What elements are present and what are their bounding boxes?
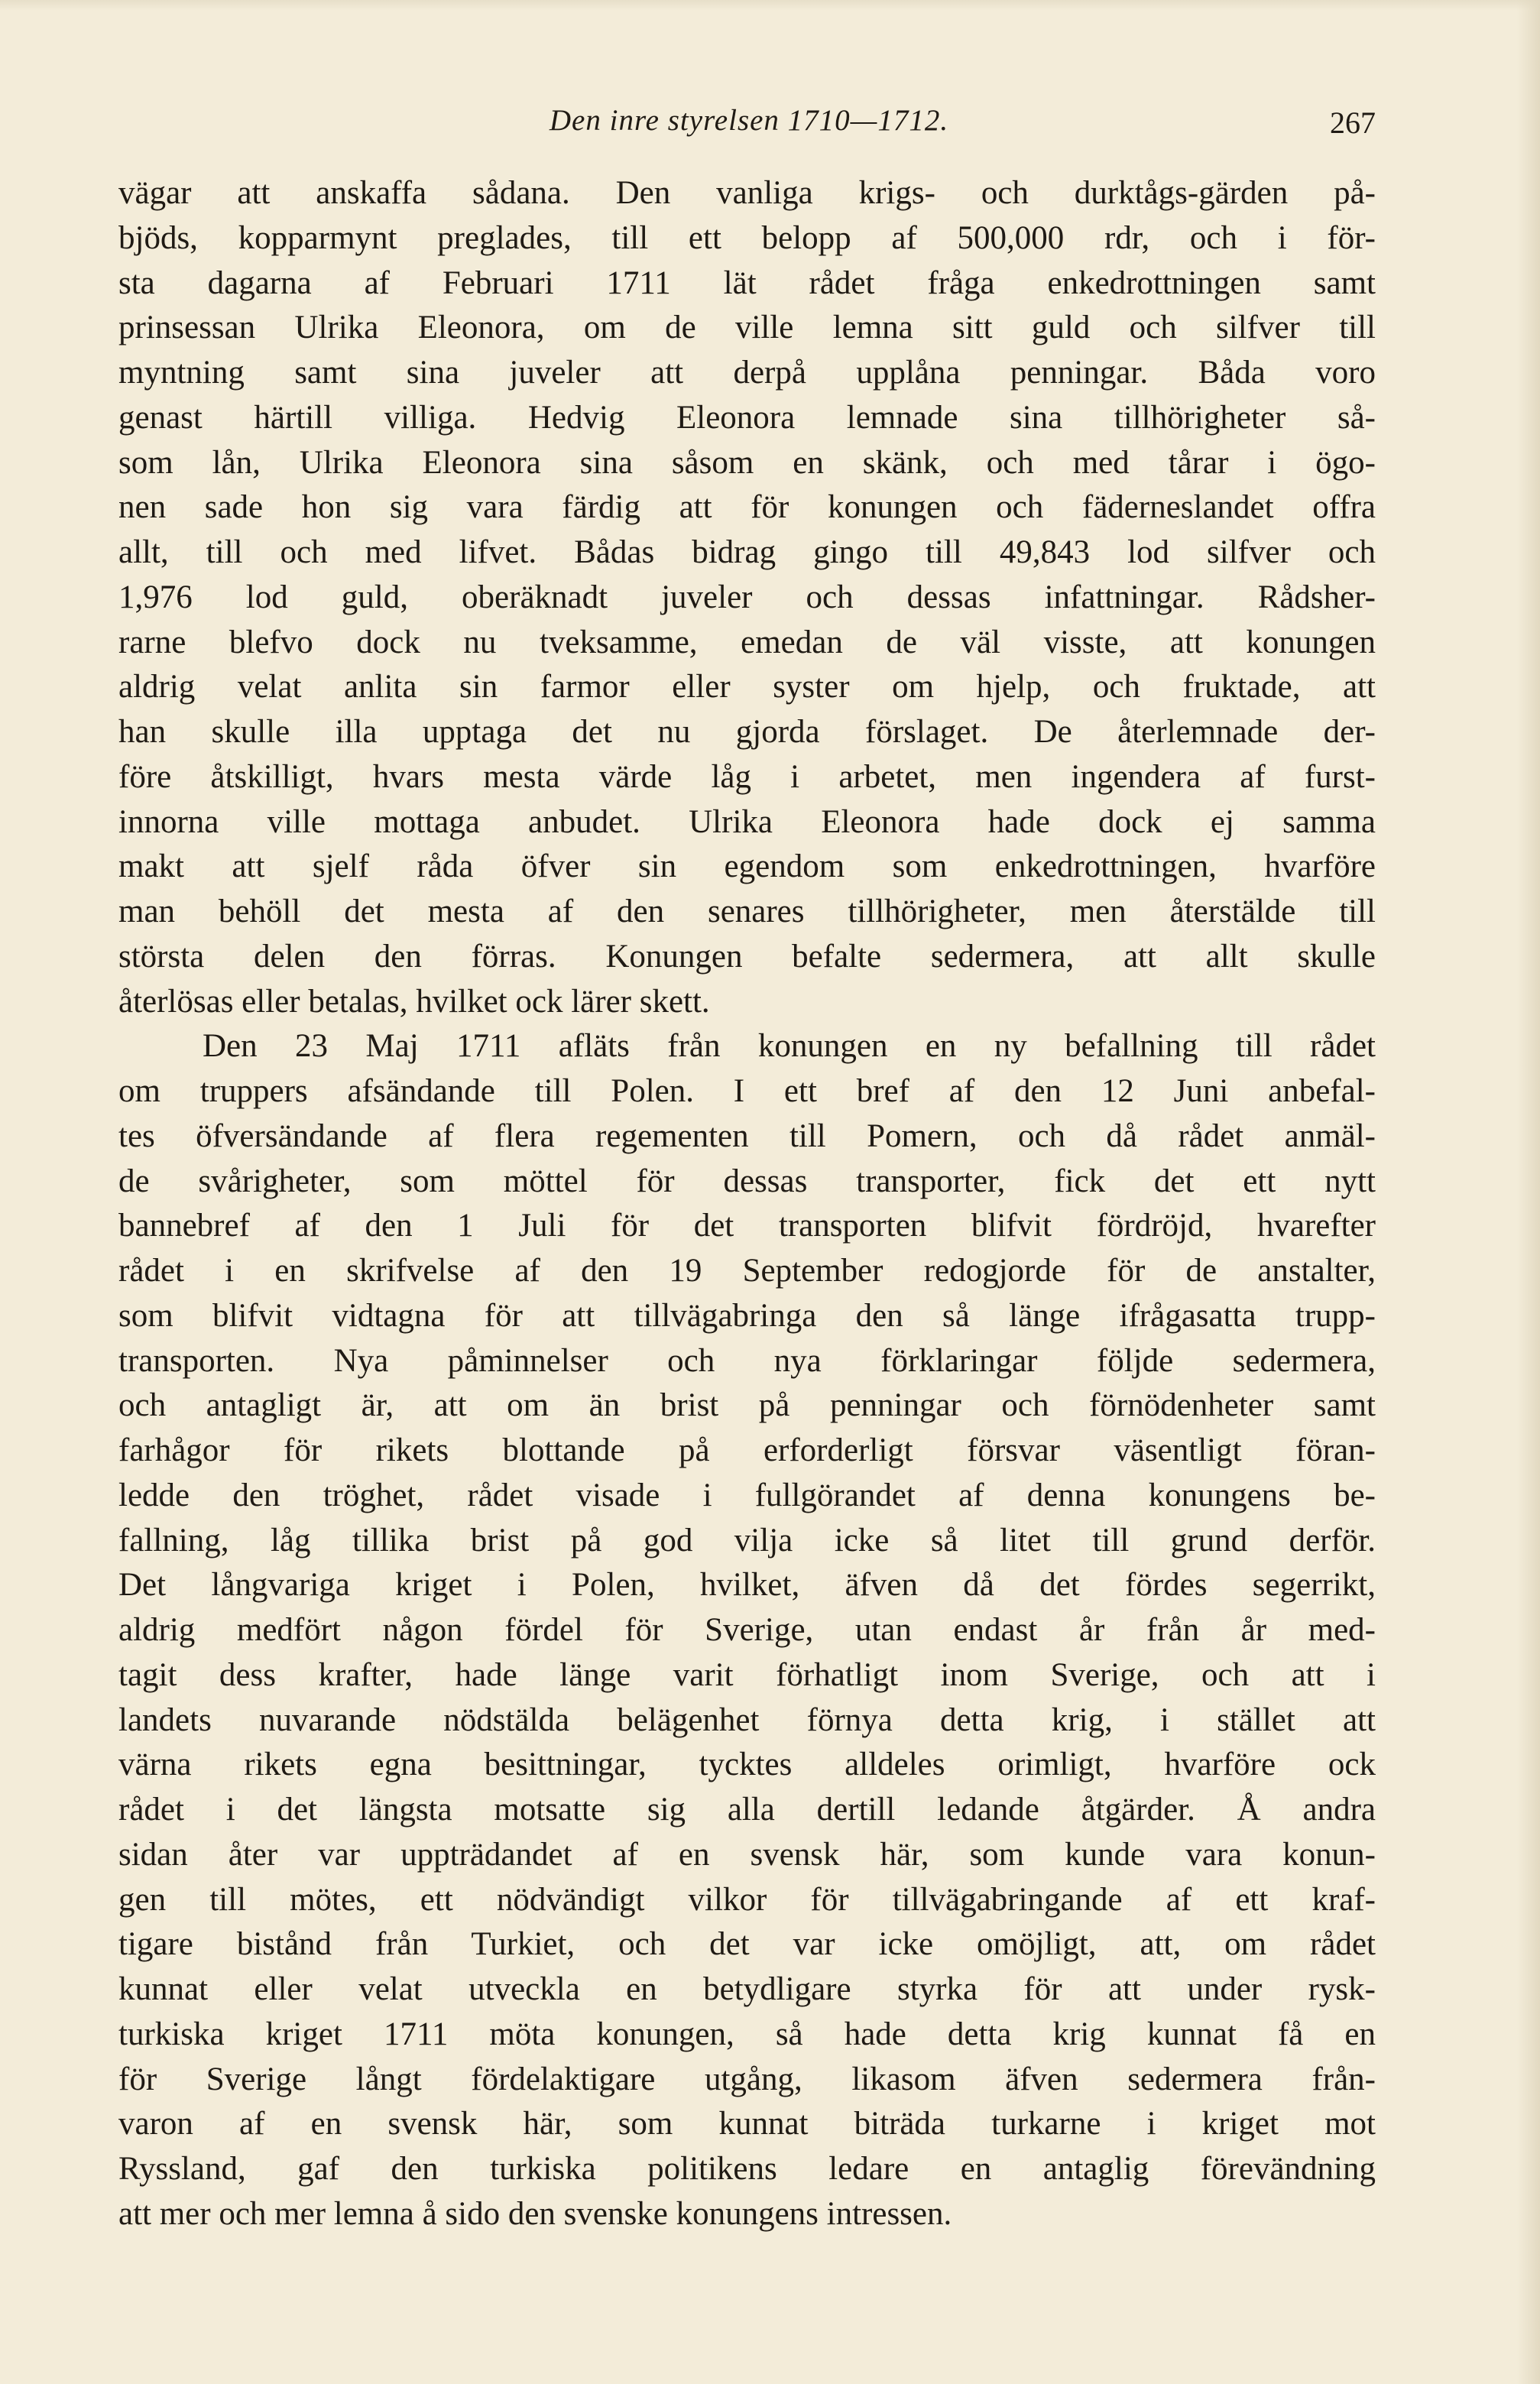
body-text bbox=[118, 171, 1376, 2237]
text-line: aldrig medfört någon fördel för Sverige, utan endast år från år med- bbox=[118, 1612, 1376, 1648]
text-line: rarne blefvo dock nu tveksamme, emedan de väl visste, att konungen bbox=[118, 624, 1376, 660]
text-line: fallning, låg tillika brist på god vilja icke så litet till grund derför. bbox=[118, 1522, 1376, 1559]
text-line: landets nuvarande nödstälda belägenhet förnya detta krig, i stället att bbox=[118, 1701, 1376, 1738]
text-line: för Sverige långt fördelaktigare utgång, likasom äfven sedermera från- bbox=[118, 2061, 1376, 2097]
text-line: värna rikets egna besittningar, tycktes alldeles orimligt, hvarföre ock bbox=[118, 1747, 1376, 1783]
text-line: tagit dess krafter, hade länge varit förhatligt inom Sverige, och att i bbox=[118, 1656, 1376, 1693]
text-line: genast härtill villiga. Hedvig Eleonora lemnade sina tillhörigheter så- bbox=[118, 399, 1376, 436]
page-shadow-right bbox=[1517, 0, 1540, 2384]
text-line: transporten. Nya påminnelser och nya förklaringar följde sedermera, bbox=[118, 1342, 1376, 1379]
text-line: före åtskilligt, hvars mesta värde låg i arbetet, men ingendera af furst- bbox=[118, 758, 1376, 795]
text-line: tigare bistånd från Turkiet, och det var icke omöjligt, att, om rådet bbox=[118, 1926, 1376, 1963]
text-line: prinsessan Ulrika Eleonora, om de ville lemna sitt guld och silfver till bbox=[118, 310, 1376, 346]
text-line: farhågor för rikets blottande på erforderligt försvar väsentligt föran- bbox=[118, 1432, 1376, 1468]
text-line: nen sade hon sig vara färdig att för konungen och fäderneslandet offra bbox=[118, 489, 1376, 526]
page-shadow-top bbox=[0, 0, 1540, 11]
page-number: 267 bbox=[1330, 105, 1376, 140]
text-line: bannebref af den 1 Juli för det transporten blifvit fördröjd, hvarefter bbox=[118, 1208, 1376, 1244]
text-line: rådet i det längsta motsatte sig alla dertill ledande åtgärder. Å andra bbox=[118, 1792, 1376, 1828]
text-line: innorna ville mottaga anbudet. Ulrika Eleonora hade dock ej samma bbox=[118, 803, 1376, 840]
text-line: aldrig velat anlita sin farmor eller syster om hjelp, och fruktade, att bbox=[118, 669, 1376, 705]
text-line: som blifvit vidtagna för att tillvägabringa den så länge ifrågasatta trupp- bbox=[118, 1297, 1376, 1334]
text-line: myntning samt sina juveler att derpå upplåna penningar. Båda voro bbox=[118, 355, 1376, 391]
text-line: han skulle illa upptaga det nu gjorda förslaget. De återlemnade der- bbox=[118, 714, 1376, 750]
text-line: Det långvariga kriget i Polen, hvilket, äfven då det fördes segerrikt, bbox=[118, 1567, 1376, 1604]
text-line: bjöds, kopparmynt preglades, till ett belopp af 500,000 rdr, och i för- bbox=[118, 219, 1376, 256]
text-line: tes öfversändande af flera regementen till Pomern, och då rådet anmäl- bbox=[118, 1117, 1376, 1154]
text-line: sidan åter var uppträdandet af en svensk här, som kunde vara konun- bbox=[118, 1836, 1376, 1873]
text-line: kunnat eller velat utveckla en betydligare styrka för att under rysk- bbox=[118, 1971, 1376, 2007]
text-line: sta dagarna af Februari 1711 lät rådet fråga enkedrottningen samt bbox=[118, 264, 1376, 301]
text-line: och antagligt är, att om än brist på penningar och förnödenheter samt bbox=[118, 1387, 1376, 1424]
text-line: gen till mötes, ett nödvändigt vilkor för tillvägabringande af ett kraf- bbox=[118, 1881, 1376, 1918]
text-line: Ryssland, gaf den turkiska politikens ledare en antaglig förevändning bbox=[118, 2151, 1376, 2187]
text-line-paragraph-start: Den 23 Maj 1711 afläts från konungen en ny befallning till rådet bbox=[203, 1028, 1376, 1065]
text-line: största delen den förras. Konungen befalte sedermera, att allt skulle bbox=[118, 938, 1376, 975]
text-line-paragraph-end: återlösas eller betalas, hvilket ock lärer skett. bbox=[118, 983, 710, 1020]
text-line: 1,976 lod guld, oberäknadt juveler och dessas infattningar. Rådsher- bbox=[118, 579, 1376, 615]
text-line: ledde den tröghet, rådet visade i fullgörandet af denna konungens be- bbox=[118, 1477, 1376, 1513]
text-line: om truppers afsändande till Polen. I ett bref af den 12 Juni anbefal- bbox=[118, 1073, 1376, 1109]
text-line: vägar att anskaffa sådana. Den vanliga krigs- och durktågs-gärden på- bbox=[118, 175, 1376, 211]
text-line: makt att sjelf råda öfver sin egendom som enkedrottningen, hvarföre bbox=[118, 848, 1376, 885]
text-line: de svårigheter, som möttel för dessas transporter, fick det ett nytt bbox=[118, 1163, 1376, 1199]
running-header bbox=[122, 103, 1376, 149]
text-line: man behöll det mesta af den senares tillhörigheter, men återstälde till bbox=[118, 894, 1376, 929]
text-line: som lån, Ulrika Eleonora sina såsom en skänk, och med tårar i ögo- bbox=[118, 444, 1376, 481]
text-line: turkiska kriget 1711 möta konungen, så hade detta krig kunnat få en bbox=[118, 2016, 1376, 2052]
text-line: allt, till och med lifvet. Bådas bidrag gingo till 49,843 lod silfver och bbox=[118, 534, 1376, 570]
text-line: rådet i en skrifvelse af den 19 September redogjorde för de anstalter, bbox=[118, 1253, 1376, 1289]
text-line-paragraph-end: att mer och mer lemna å sido den svenske konungens intressen. bbox=[118, 2195, 952, 2232]
text-line: varon af en svensk här, som kunnat biträda turkarne i kriget mot bbox=[118, 2106, 1376, 2142]
running-title: Den inre styrelsen 1710—1712. bbox=[549, 104, 949, 137]
